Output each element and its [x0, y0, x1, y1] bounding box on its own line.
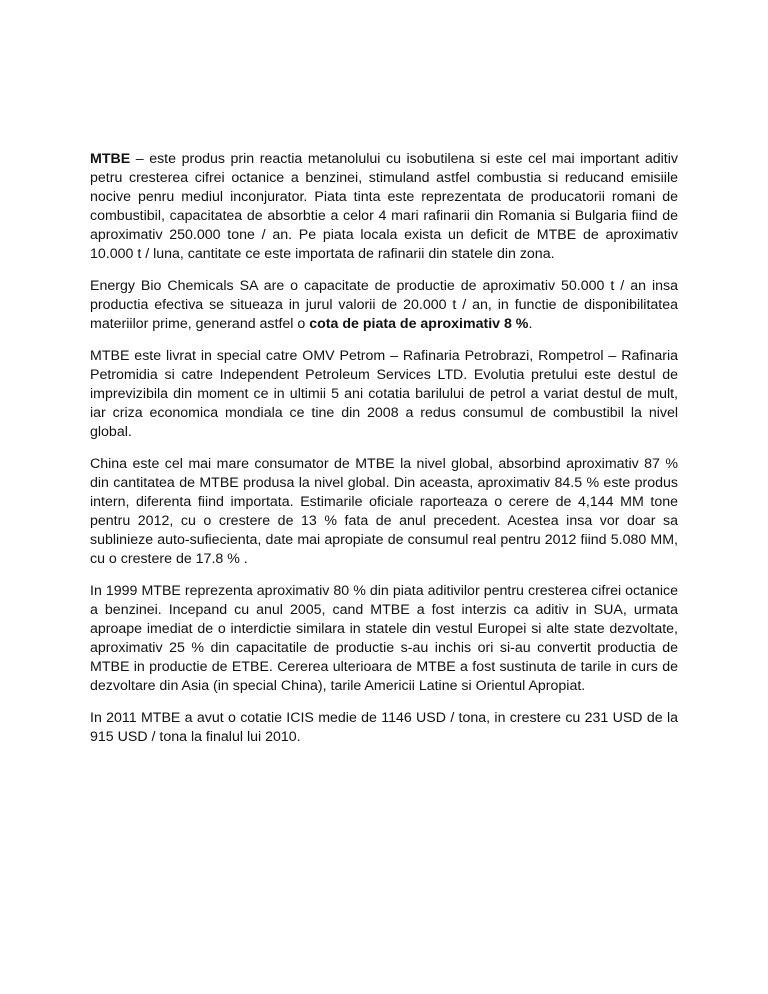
term-mtbe: MTBE	[90, 151, 131, 167]
paragraph-text: .	[528, 316, 533, 332]
market-share-highlight: cota de piata de aproximativ 8 %	[309, 316, 529, 332]
paragraph-text: – este produs prin reactia metanolului cu isobutilena si este cel mai important aditiv petru cresterea cifrei octanice a benzinei, stimuland astfel combustia si reducand emisiile nocive penru mediul inconjurator. Piata tinta este reprezentata de producatorii romani de combustibil, capacitatea de absorbtie a celor 4 mari rafinarii din Romania si Bulgaria fiind de aproximativ 250.000 tone / an. Pe piata locala exista un deficit de MTBE de aproximativ 10.000 t / luna, cantitate ce este importata de rafinarii din statele din zona.	[90, 151, 678, 262]
paragraph-history: In 1999 MTBE reprezenta aproximativ 80 % din piata aditivilor pentru cresterea cifrei octanice a benzinei. Incepand cu anul 2005, cand MTBE a fost interzis ca aditiv in SUA, urmata aproape imediat de o interdictie similara in statele din vestul Europei si alte state dezvoltate, aproximativ 25 % din capacitatile de productie s-au inchis ori si-au convertit productia de MTBE in productie de ETBE. Cererea ulterioara de MTBE a fost sustinuta de tarile in curs de dezvoltare din Asia (in special China), tarile Americii Latine si Orientul Apropiat.	[90, 583, 678, 694]
paragraph-price: In 2011 MTBE a avut o cotatie ICIS medie de 1146 USD / tona, in crestere cu 231 USD de la 915 USD / tona la finalul lui 2010.	[90, 710, 678, 745]
paragraph-text: Energy Bio Chemicals SA are o capacitate de productie de aproximativ 50.000 t / an insa productia efectiva se situeaza in jurul valorii de 20.000 t / an, in functie de disponibilitatea materiilor prime, generand astfel o	[90, 278, 678, 332]
paragraph-china: China este cel mai mare consumator de MTBE la nivel global, absorbind aproximativ 87 % din cantitatea de MTBE produsa la nivel global. Din aceasta, aproximativ 84.5 % este produs intern, diferenta fiind importata. Estimarile oficiale raporteaza o cerere de 4,144 MM tone pentru 2012, cu o crestere de 13 % fata de anul precedent. Acestea insa vor doar sa sublinieze auto-sufiecienta, date mai apropiate de consumul real pentru 2012 fiind 5.080 MM, cu o crestere de 17.8 % .	[90, 456, 678, 567]
paragraph-delivery: MTBE este livrat in special catre OMV Petrom – Rafinaria Petrobrazi, Rompetrol – Rafinaria Petromidia si catre Independent Petroleum Services LTD. Evolutia pretului este destul de imprevizibila din moment ce in ultimii 5 ani cotatia barilului de petrol a variat destul de mult, iar criza economica mondiala ce tine din 2008 a redus consumul de combustibil la nivel global.	[90, 348, 678, 440]
paragraph-mtbe-definition	[90, 150, 678, 264]
paragraph-capacity	[90, 277, 678, 334]
document-body	[90, 150, 678, 760]
